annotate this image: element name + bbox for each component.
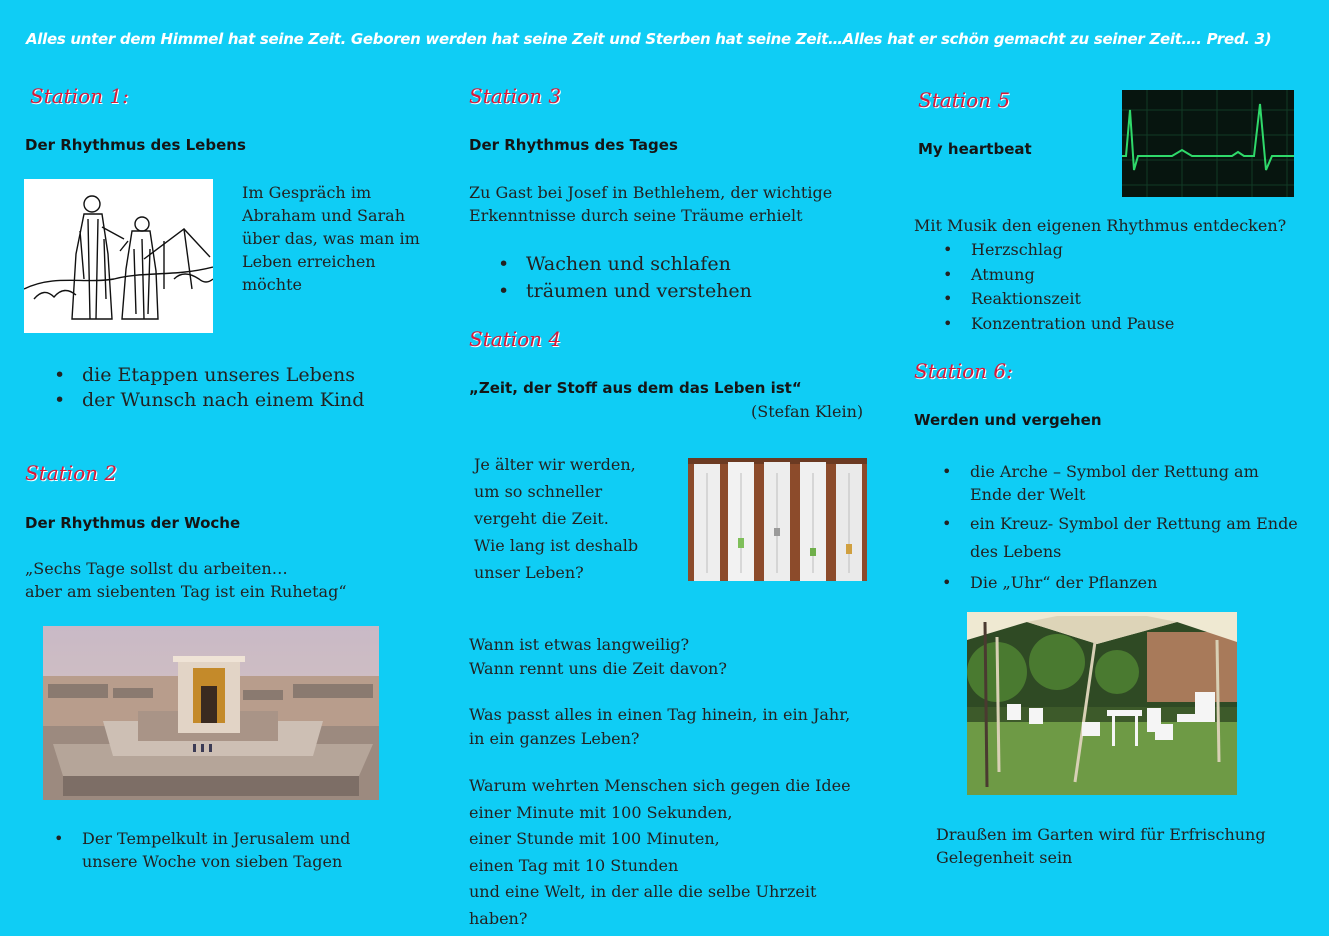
list-item: • Der Tempelkult in Jerusalem und unsere Woche von sieben Tagen <box>82 827 382 873</box>
question-line: einen Tag mit 10 Stunden <box>469 855 679 875</box>
station2-quote-line2: aber am siebenten Tag ist ein Ruhetag“ <box>25 582 347 601</box>
station2-quote <box>25 557 425 603</box>
station4-subtitle: „Zeit, der Stoff aus dem das Leben ist“ <box>469 379 802 397</box>
list-item: • Reaktionszeit <box>971 287 1271 312</box>
list-item: • träumen und verstehen <box>526 278 826 305</box>
poem-line: Je älter wir werden, <box>474 455 636 474</box>
timeline-strips-image <box>688 458 867 581</box>
station6-bullets <box>970 460 1305 594</box>
garden-pavilion-image <box>967 612 1237 795</box>
list-item: • die Arche – Symbol der Rettung am Ende der Welt <box>970 460 1305 506</box>
poem-line: Wie lang ist deshalb <box>474 536 639 555</box>
question-line: einer Minute mit 100 Sekunden, <box>469 802 733 822</box>
question-line: einer Stunde mit 100 Minuten, <box>469 829 720 848</box>
station2-title: Station 2 <box>25 461 118 485</box>
station3-description: Zu Gast bei Josef in Bethlehem, der wichtige Erkenntnisse durch seine Träume erhielt <box>469 183 833 225</box>
station4-poem <box>474 451 674 586</box>
station1-description: Im Gespräch im Abraham und Sarah über das, was man im Leben erreichen möchte <box>242 183 420 294</box>
station6-title: Station 6: <box>914 359 1013 383</box>
header-quote: Alles unter dem Himmel hat seine Zeit. Geboren werden hat seine Zeit und Sterben hat seine Zeit…Alles hat er schön gemacht zu seiner Zeit…. Pred. 3) <box>26 30 1272 48</box>
station1-bullets <box>82 363 412 413</box>
poem-line: vergeht die Zeit. <box>474 509 609 528</box>
list-item: • Konzentration und Pause <box>971 312 1271 337</box>
list-item: • der Wunsch nach einem Kind <box>82 388 412 413</box>
station3-subtitle: Der Rhythmus des Tages <box>469 136 678 154</box>
station6-footer: Draußen im Garten wird für Erfrischung Gelegenheit sein <box>936 825 1266 867</box>
list-item: • Atmung <box>971 263 1271 288</box>
station4-title: Station 4 <box>469 327 562 351</box>
station2-quote-line1: „Sechs Tage sollst du arbeiten… <box>25 559 288 578</box>
station1-title: Station 1: <box>30 84 129 108</box>
question-line: Warum wehrten Menschen sich gegen die Idee <box>469 776 851 795</box>
abraham-sarah-image <box>24 179 213 333</box>
station3-bullets <box>526 251 826 305</box>
station5-description: Mit Musik den eigenen Rhythmus entdecken? <box>914 216 1287 235</box>
station3-title: Station 3 <box>469 84 562 108</box>
station2-bullets <box>82 827 382 873</box>
list-item: • Die „Uhr“ der Pflanzen <box>970 571 1305 594</box>
station2-subtitle: Der Rhythmus der Woche <box>25 514 241 532</box>
temple-image <box>43 626 379 800</box>
question-line: Wann rennt uns die Zeit davon? <box>469 659 727 678</box>
list-item: • Wachen und schlafen <box>526 251 826 278</box>
list-item: • Herzschlag <box>971 238 1271 263</box>
list-item: • ein Kreuz- Symbol der Rettung am Ende des Lebens <box>970 510 1305 566</box>
station4-attribution: (Stefan Klein) <box>751 402 864 421</box>
station5-subtitle: My heartbeat <box>918 140 1032 158</box>
question-line: und eine Welt, in der alle die selbe Uhrzeit haben? <box>469 882 817 928</box>
list-item: • die Etappen unseres Lebens <box>82 363 412 388</box>
poem-line: unser Leben? <box>474 563 584 582</box>
station4-questions-1 <box>469 633 869 681</box>
station1-subtitle: Der Rhythmus des Lebens <box>25 136 246 154</box>
station6-subtitle: Werden und vergehen <box>914 411 1102 429</box>
station4-questions-2: Was passt alles in einen Tag hinein, in ein Jahr, in ein ganzes Leben? <box>469 705 851 748</box>
heartbeat-image <box>1122 90 1294 197</box>
question-line: Wann ist etwas langweilig? <box>469 635 690 654</box>
station5-bullets <box>971 238 1271 336</box>
station4-questions-3 <box>469 773 869 932</box>
station5-title: Station 5 <box>918 88 1011 112</box>
poem-line: um so schneller <box>474 482 603 501</box>
